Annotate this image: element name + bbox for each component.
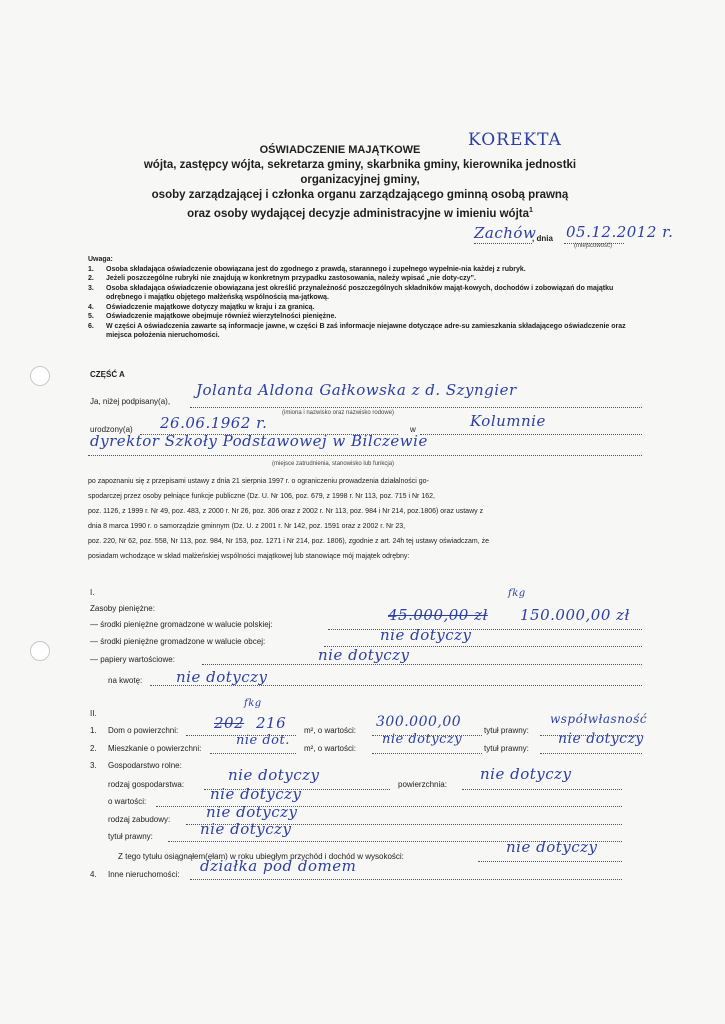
house-area-struck: 202	[214, 714, 245, 732]
farm-build-label: rodzaj zabudowy:	[108, 815, 171, 824]
note-item: 1. Osoba składająca oświadczenie obowiązana jest do zgodnego z prawdą, starannego i zupełnego wypełnie-nia każdej z rubryk.	[88, 265, 526, 273]
farm-kind-label: rodzaj gospodarstwa:	[108, 780, 185, 789]
note-item: 6. W części A oświadczenia zawarte są informacje jawne, w części B zaś informacje niejawne dotyczące adre-su zamieszkania składającego oświadczenie oraz miejsca położenia nieruchomości.	[88, 322, 626, 339]
flat-title-value: nie dotyczy	[558, 731, 644, 747]
note-item: 2. Jeżeli poszczególne rubryki nie znajdują w konkretnym przypadku zastosowania, należy wpisać „nie doty-czy”.	[88, 275, 476, 282]
title-line	[100, 203, 620, 222]
note-item: 4. Oświadczenie majątkowe dotyczy majątku w kraju i za granicą.	[88, 303, 315, 311]
statement-line: dnia 8 marca 1990 r. o samorządzie gminnym (Dz. U. z 2001 r. Nr 142, poz. 1591 oraz z 2002 r. Nr 23,	[88, 523, 406, 530]
part-a-heading: CZĘŚĆ A	[90, 370, 125, 379]
title-line: osoby zarządzającej i członka organu zarządzającego gminną osobą prawną	[151, 189, 569, 201]
farm-income-value: nie dotyczy	[506, 838, 598, 856]
securities-label: — papiery wartościowe:	[90, 655, 175, 664]
house-label: Dom o powierzchni:	[108, 726, 179, 735]
flat-title-label: tytuł prawny:	[484, 744, 529, 753]
house-title-value: współwłasność	[550, 712, 648, 726]
farm-area-value: nie dotyczy	[480, 765, 572, 783]
statement-line: spodarczej przez osoby pełniące funkcje publiczne (Dz. U. Nr 106, poz. 679, z 1998 r. Nr 113, poz. 715 i Nr 162,	[88, 493, 435, 500]
born-place: Kolumnie	[470, 412, 546, 430]
foreign-label: — środki pieniężne gromadzone w walucie obcej:	[90, 637, 266, 646]
farm-value-label: o wartości:	[108, 797, 147, 806]
punch-hole	[30, 366, 50, 386]
dotted-line	[478, 861, 622, 862]
place-caption: (miejscowość)	[574, 243, 613, 249]
house-area-value: 216	[256, 714, 287, 732]
statement-line: posiadam wchodzące w skład małżeńskiej wspólności majątkowej lub stanowiące mój majątek odrębny:	[88, 553, 410, 560]
dotted-line	[462, 789, 622, 790]
note-item: 3. Osoba składająca oświadczenie obowiązana jest określić przynależność poszczególnych składników mająt-kowych, dochodów i zobowiązań do majątku odrębnego i majątku objętego małżeńską wspólnością ma-jątkową.	[88, 284, 614, 301]
title-line: organizacyjnej gminy,	[300, 174, 420, 186]
other-num: 4.	[90, 870, 97, 879]
flat-num: 2.	[90, 744, 97, 753]
dotted-line	[190, 879, 622, 880]
house-title-label: tytuł prawny:	[484, 726, 529, 735]
foreign-value: nie dotyczy	[380, 626, 472, 644]
farm-kind-value: nie dotyczy	[228, 766, 320, 784]
flat-value: nie dotyczy	[382, 732, 463, 747]
farm-title-value: nie dotyczy	[200, 820, 292, 838]
flat-unit: m², o wartości:	[304, 744, 357, 753]
signer-label: Ja, niżej podpisany(a),	[90, 397, 171, 406]
pln-value: 150.000,00 zł	[520, 606, 630, 624]
born-date: 26.06.1962 r.	[160, 414, 268, 432]
amount-value: nie dotyczy	[176, 668, 268, 686]
dotted-line	[540, 753, 642, 754]
farm-area-label: powierzchnia:	[398, 780, 447, 789]
house-value: 300.000,00	[376, 714, 462, 730]
dotted-line	[420, 434, 642, 435]
workplace-caption: (miejsce zatrudnienia, stanowisko lub funkcja)	[272, 461, 395, 467]
pln-struck-value: 45.000,00 zł	[388, 606, 488, 624]
title-line-text: oraz osoby wydającej decyzje administracyjne w imieniu wójta	[187, 207, 530, 220]
date-label: , dnia	[532, 234, 553, 243]
born-in-label: w	[410, 425, 416, 434]
securities-value: nie dotyczy	[318, 646, 410, 664]
dotted-line	[372, 753, 482, 754]
farm-title-label: tytuł prawny:	[108, 832, 153, 841]
notes-heading: Uwaga:	[88, 256, 113, 263]
section-1-numeral: I.	[90, 588, 95, 597]
house-num: 1.	[90, 726, 97, 735]
farm-income-label: Z tego tytułu osiągnąłem(ęłam) w roku ubiegłym przychód i dochód w wysokości:	[118, 852, 404, 861]
section-1-heading: Zasoby pieniężne:	[90, 604, 155, 613]
signer-value: Jolanta Aldona Gałkowska z d. Szyngier	[196, 381, 517, 399]
dotted-line	[328, 629, 642, 630]
flat-area-value: nie dot.	[236, 733, 290, 748]
footnote-mark: 1	[529, 207, 533, 214]
dotted-line	[474, 243, 532, 244]
dotted-line	[190, 407, 642, 408]
note-item: 5. Oświadczenie majątkowe obejmuje również wierzytelności pieniężne.	[88, 313, 337, 320]
statement-line: po zapoznaniu się z przepisami ustawy z dnia 21 sierpnia 1997 r. o ograniczeniu prowadzenia działalności go-	[88, 478, 429, 485]
farm-label: Gospodarstwo rolne:	[108, 761, 182, 770]
dotted-line	[210, 753, 296, 754]
dotted-line	[202, 664, 642, 665]
signer-caption: (imiona i nazwisko oraz nazwisko rodowe)	[282, 410, 395, 416]
house-area-initials: fkg	[244, 698, 262, 709]
punch-hole	[30, 641, 50, 661]
farm-build-value: nie dotyczy	[206, 803, 298, 821]
correction-note: KOREKTA	[468, 130, 562, 150]
amount-label: na kwotę:	[108, 676, 143, 685]
pln-label: — środki pieniężne gromadzone w walucie polskiej:	[90, 620, 273, 629]
other-value: działka pod domem	[200, 857, 357, 875]
pln-initials: fkg	[508, 588, 526, 599]
other-label: Inne nieruchomości:	[108, 870, 180, 879]
legal-statement	[88, 474, 638, 564]
title-main: OŚWIADCZENIE MAJĄTKOWE	[259, 144, 421, 156]
farm-num: 3.	[90, 761, 97, 770]
date-value: 05.12.2012 r.	[566, 223, 674, 241]
section-2-numeral: II.	[90, 709, 97, 718]
born-label: urodzony(a)	[90, 425, 133, 434]
workplace-value: dyrektor Szkoły Podstawowej w Bilczewie	[90, 432, 428, 450]
flat-label: Mieszkanie o powierzchni:	[108, 744, 202, 753]
dotted-line	[88, 455, 642, 456]
place-value: Zachów	[474, 224, 537, 242]
house-unit: m², o wartości:	[304, 726, 357, 735]
farm-value-value: nie dotyczy	[210, 785, 302, 803]
notes	[88, 255, 648, 341]
statement-line: poz. 1126, z 1999 r. Nr 49, poz. 483, z 2000 r. Nr 26, poz. 306 oraz z 2002 r. Nr 113, poz. 984 i Nr 214, poz.1806) oraz ustawy z	[88, 508, 484, 515]
title-line: wójta, zastępcy wójta, sekretarza gminy, skarbnika gminy, kierownika jednostki	[143, 159, 577, 171]
statement-line: poz. 220, Nr 62, poz. 558, Nr 113, poz. 984, Nr 153, poz. 1271 i Nr 214, poz. 1806), zgodnie z art. 24h tej ustawy oświadczam, że	[88, 538, 490, 545]
